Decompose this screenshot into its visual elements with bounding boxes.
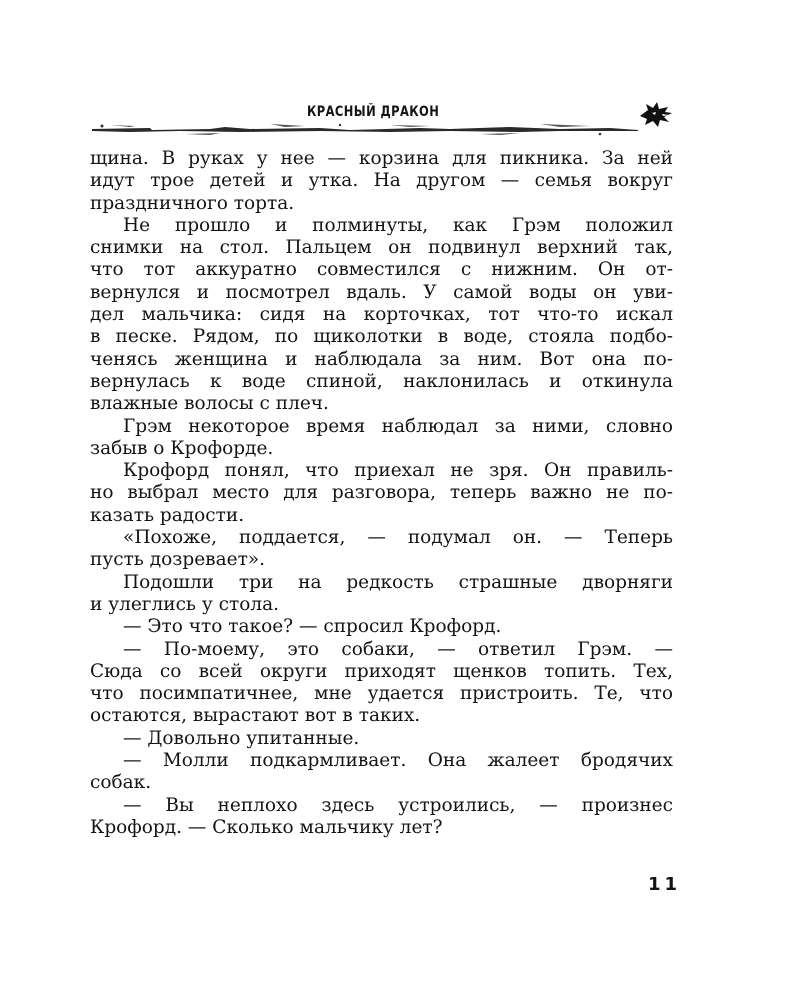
- text-line: идут трое детей и утка. На другом — семья вокруг: [90, 170, 673, 192]
- text-line: влажные волосы с плеч.: [90, 393, 329, 415]
- text-line: — Вы неплохо здесь устроились, — произнес: [123, 794, 673, 816]
- text-line: — Молли подкармливает. Она жалеет бродячих: [123, 750, 673, 772]
- text-line: Сюда со всей округи приходят щенков топить. Тех,: [90, 660, 673, 682]
- text-line: пусть дозревает».: [90, 549, 266, 571]
- body-text: [90, 148, 673, 839]
- text-line: праздничного торта.: [90, 192, 295, 214]
- text-line: вернулся и посмотрел вдаль. У самой воды он уви-: [90, 281, 673, 303]
- text-line: Крофорд понял, что приехал не зря. Он правиль-: [123, 460, 673, 482]
- text-line: — Это что такое? — спросил Крофорд.: [123, 616, 502, 638]
- text-line: «Похоже, поддается, — подумал он. — Теперь: [123, 527, 673, 549]
- dragon-head-icon: [638, 100, 674, 130]
- text-line: Подошли три на редкость страшные дворняги: [123, 571, 673, 593]
- text-line: и улеглись у стола.: [90, 593, 280, 615]
- text-line: ченясь женщина и наблюдала за ним. Вот она по-: [90, 348, 673, 370]
- text-line: снимки на стол. Пальцем он подвинул верхний так,: [90, 237, 673, 259]
- text-line: но выбрал место для разговора, теперь важно не по-: [90, 482, 673, 504]
- text-line: — Довольно упитанные.: [123, 727, 360, 749]
- running-header: [90, 92, 680, 144]
- text-line: что посимпатичнее, мне удается пристроить. Те, что: [90, 683, 673, 705]
- text-line: собак.: [90, 772, 152, 794]
- text-line: Крофорд. — Сколько мальчику лет?: [90, 816, 443, 838]
- text-line: — По-моему, это собаки, — ответил Грэм. —: [123, 638, 673, 660]
- text-line: забыв о Крофорде.: [90, 437, 274, 459]
- text-line: Грэм некоторое время наблюдал за ними, словно: [123, 415, 673, 437]
- text-line: вернулась к воде спиной, наклонилась и откинула: [90, 370, 673, 392]
- text-line: щина. В руках у нее — корзина для пикника. За ней: [90, 148, 673, 169]
- text-line: в песке. Рядом, по щиколотки в воде, стояла подбо-: [90, 326, 673, 348]
- text-line: Не прошло и полминуты, как Грэм положил: [123, 214, 673, 236]
- text-line: казать радости.: [90, 504, 245, 526]
- text-line: что тот аккуратно совместился с нижним. Он от-: [90, 259, 673, 281]
- header-brush-rule: [90, 122, 640, 136]
- text-line: дел мальчика: сидя на корточках, тот что-то искал: [90, 304, 673, 326]
- page-number: 11: [648, 874, 682, 895]
- text-line: остаются, вырастают вот в таких.: [90, 705, 421, 727]
- running-title: КРАСНЫЙ ДРАКОН: [307, 104, 440, 120]
